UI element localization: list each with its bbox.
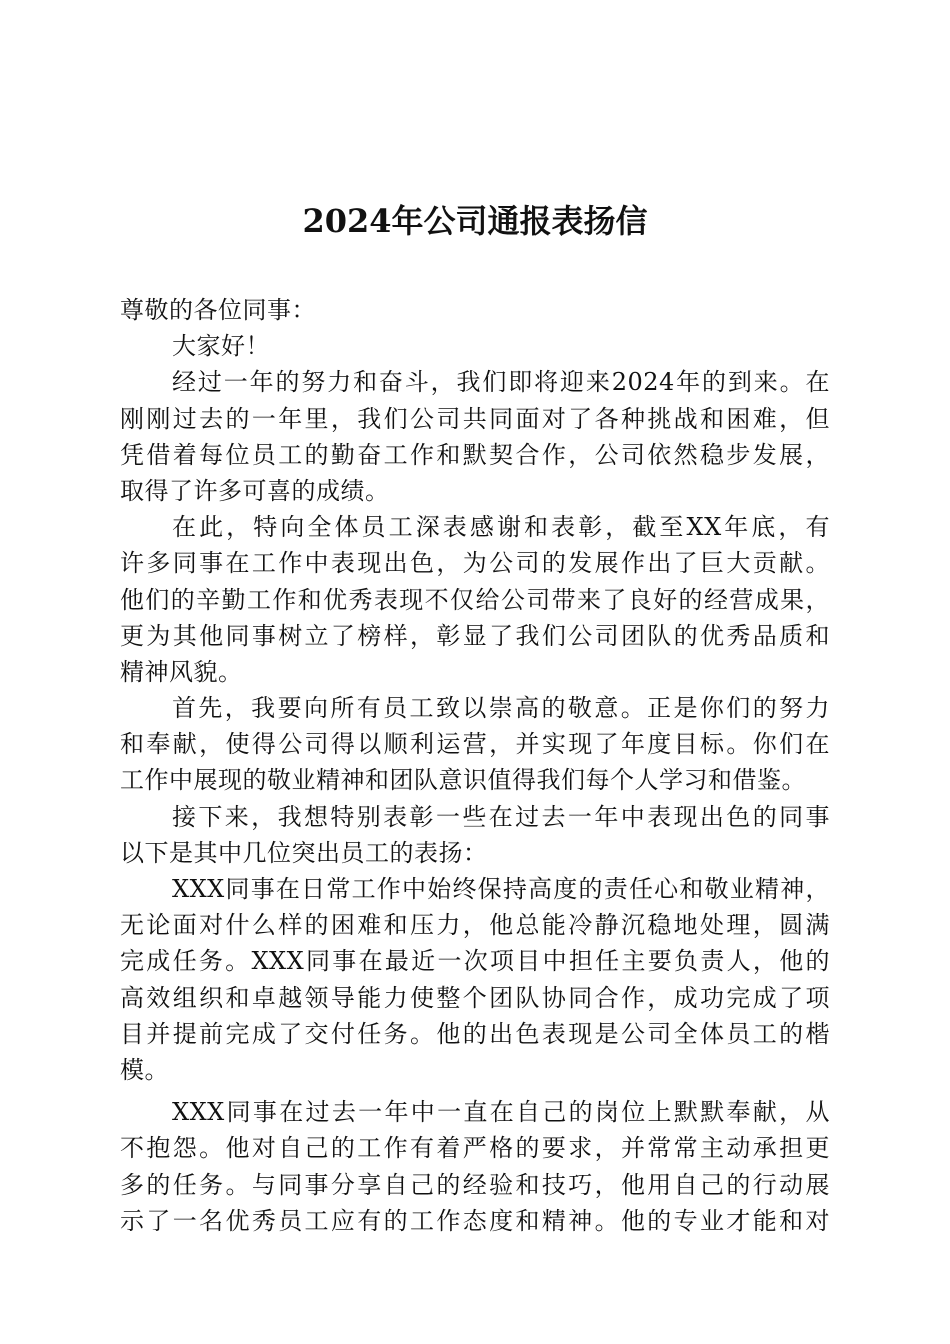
document-body bbox=[120, 292, 830, 1239]
paragraph-line: 凭借着每位员工的勤奋工作和默契合作，公司依然稳步发展， bbox=[120, 440, 830, 469]
paragraph-line: 完成任务。XXX同事在最近一次项目中担任主要负责人，他的 bbox=[120, 947, 830, 976]
paragraph-line: 模。 bbox=[120, 1055, 169, 1084]
document-title: 2024年公司通报表扬信 bbox=[302, 202, 648, 240]
paragraph-line: 刚刚过去的一年里，我们公司共同面对了各种挑战和困难，但 bbox=[120, 404, 830, 433]
paragraph-6 bbox=[120, 1094, 830, 1239]
paragraph-line: 多的任务。与同事分享自己的经验和技巧，他用自己的行动展 bbox=[120, 1170, 830, 1199]
paragraph-line: 目并提前完成了交付任务。他的出色表现是公司全体员工的楷 bbox=[120, 1019, 830, 1048]
paragraph-line: 许多同事在工作中表现出色，为公司的发展作出了巨大贡献。 bbox=[120, 549, 830, 578]
paragraph-line: 更为其他同事树立了榜样，彰显了我们公司团队的优秀品质和 bbox=[120, 621, 830, 650]
paragraph-line: 和奉献，使得公司得以顺利运营，并实现了年度目标。你们在 bbox=[120, 730, 830, 759]
paragraph-line: 无论面对什么样的困难和压力，他总能冷静沉稳地处理，圆满 bbox=[120, 911, 830, 940]
paragraph-line: 他们的辛勤工作和优秀表现不仅给公司带来了良好的经营成果， bbox=[120, 585, 830, 614]
paragraph-line: 精神风貌。 bbox=[120, 657, 243, 686]
paragraph-line: 首先，我要向所有员工致以崇高的敬意。正是你们的努力 bbox=[172, 694, 830, 723]
paragraph-line: 以下是其中几位突出员工的表扬： bbox=[120, 838, 488, 867]
paragraph-4 bbox=[120, 799, 830, 871]
paragraph-line: 经过一年的努力和奋斗，我们即将迎来2024年的到来。在 bbox=[172, 368, 830, 397]
paragraph-line: 取得了许多可喜的成绩。 bbox=[120, 476, 390, 505]
paragraph-2 bbox=[120, 509, 830, 690]
paragraph-3 bbox=[120, 690, 830, 799]
paragraph-line: 示了一名优秀员工应有的工作态度和精神。他的专业才能和对 bbox=[120, 1206, 830, 1235]
paragraph-line: XXX同事在日常工作中始终保持高度的责任心和敬业精神， bbox=[172, 875, 830, 903]
paragraph-line: XXX同事在过去一年中一直在自己的岗位上默默奉献，从 bbox=[172, 1098, 830, 1127]
greeting: 大家好！ bbox=[172, 332, 270, 361]
paragraph-1 bbox=[120, 364, 830, 509]
paragraph-line: 接下来，我想特别表彰一些在过去一年中表现出色的同事 bbox=[172, 802, 830, 831]
paragraph-line: 不抱怨。他对自己的工作有着严格的要求，并常常主动承担更 bbox=[120, 1134, 830, 1163]
paragraph-line: 在此，特向全体员工深表感谢和表彰，截至XX年底，有 bbox=[172, 513, 830, 542]
salutation: 尊敬的各位同事： bbox=[120, 296, 316, 324]
paragraph-5 bbox=[120, 871, 830, 1088]
paragraph-line: 工作中展现的敬业精神和团队意识值得我们每个人学习和借鉴。 bbox=[120, 766, 806, 795]
paragraph-line: 高效组织和卓越领导能力使整个团队协同合作，成功完成了项 bbox=[120, 983, 830, 1012]
